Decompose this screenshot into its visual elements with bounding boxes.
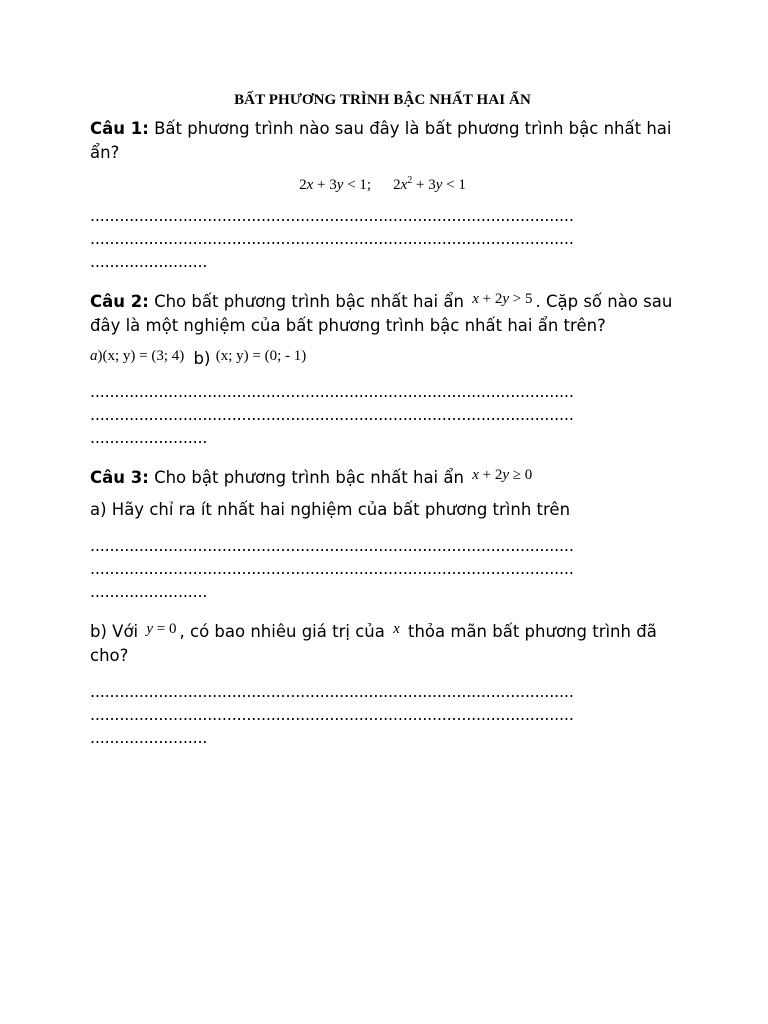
answer-line: ...................................................................................................: [90, 682, 574, 701]
answer-line: ...................................................................................................: [90, 405, 574, 424]
question-1-formulas: [90, 177, 675, 194]
answer-line: ........................: [90, 582, 208, 601]
answer-line: ........................: [90, 252, 208, 271]
answer-area-2[interactable]: [90, 380, 675, 449]
formula-b: $2x^2 + 3y < 1$: [393, 175, 466, 193]
question-1: [90, 117, 675, 165]
question-3-inequality: x + 2y ≥ 0: [472, 467, 533, 483]
question-2-inequality: x + 2y > 5: [472, 291, 533, 307]
question-2: [90, 287, 675, 338]
question-2-options: [90, 348, 675, 368]
option-b: (x; y) = (0; - 1): [215, 348, 307, 364]
worksheet-page: [90, 92, 675, 763]
option-b-label: b): [193, 349, 211, 368]
answer-line: ...................................................................................................: [90, 559, 574, 578]
question-3: [90, 463, 675, 490]
answer-line: ...................................................................................................: [90, 705, 574, 724]
part-b-condition: y = 0: [146, 621, 177, 637]
formula-a: 2x + 3y < 1;: [299, 177, 372, 193]
question-3-part-a: a) Hãy chỉ ra ít nhất hai nghiệm của bất phương trình trên: [90, 500, 571, 519]
answer-line: ...................................................................................................: [90, 382, 574, 401]
question-3-text-before: Cho bật phương trình bậc nhất hai ẩn: [148, 468, 470, 487]
answer-line: ...................................................................................................: [90, 229, 574, 248]
question-2-label: Câu 2:: [90, 292, 149, 311]
question-3-part-b: b) Với y = 0 , có bao nhiêu giá trị của x thỏa mãn bất phương trình đã cho?: [90, 621, 657, 665]
part-b-variable: x: [393, 621, 400, 637]
answer-line: ...................................................................................................: [90, 536, 574, 555]
question-3-label: Câu 3:: [90, 468, 149, 487]
answer-area-3a[interactable]: [90, 534, 675, 603]
question-1-text: Bất phương trình nào sau đây là bất phương trình bậc nhất hai ẩn?: [90, 119, 672, 162]
worksheet-title: BẤT PHƯƠNG TRÌNH BẬC NHẤT HAI ẨN: [234, 92, 531, 108]
answer-line: ........................: [90, 428, 208, 447]
question-2-text-before: Cho bất phương trình bậc nhất hai ẩn: [148, 292, 470, 311]
answer-line: ........................: [90, 728, 208, 747]
question-1-label: Câu 1:: [90, 119, 149, 138]
option-a: a)(x; y) = (3; 4): [90, 348, 185, 364]
answer-area-3b[interactable]: [90, 680, 675, 749]
answer-area-1[interactable]: [90, 204, 675, 273]
question-2-text-after: . Cặp số nào sau đây là một nghiệm của bất phương trình bậc nhất hai ẩn trên?: [90, 292, 673, 335]
answer-line: ...................................................................................................: [90, 206, 574, 225]
